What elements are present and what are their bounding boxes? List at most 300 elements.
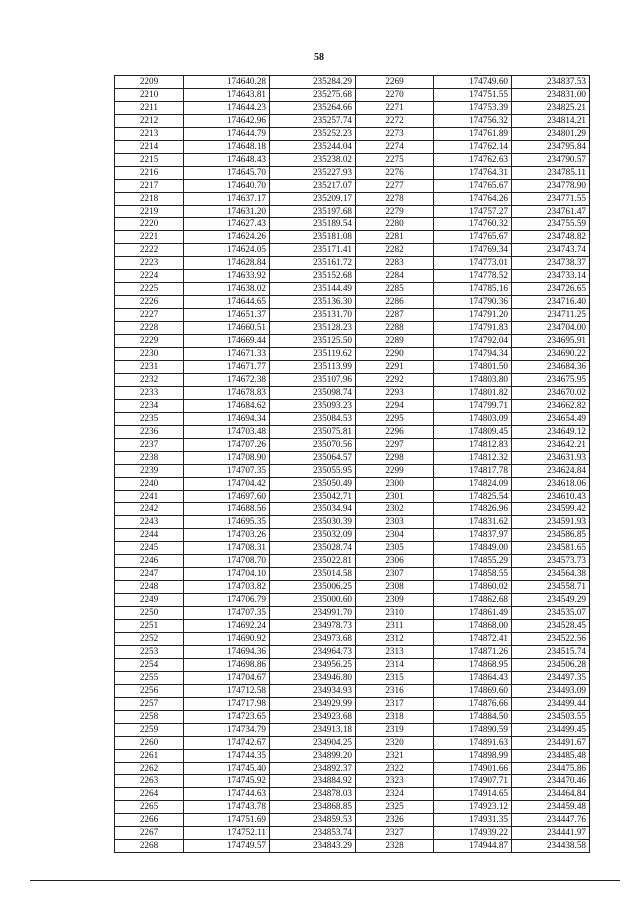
point-number-right-cell: 2306 — [356, 555, 434, 568]
point-number-left-cell: 2246 — [115, 555, 184, 568]
point-number-left-cell: 2243 — [115, 516, 184, 529]
point-number-right-cell: 2282 — [356, 244, 434, 257]
x-coordinate-right-cell: 174756.32 — [434, 114, 512, 127]
table-row — [115, 490, 590, 503]
point-number-right-cell: 2315 — [356, 671, 434, 684]
table-row — [115, 503, 590, 516]
y-coordinate-left-cell: 235227.93 — [270, 166, 356, 179]
y-coordinate-left-cell: 234878.03 — [270, 788, 356, 801]
y-coordinate-right-cell: 234573.73 — [512, 555, 590, 568]
x-coordinate-left-cell: 174627.43 — [184, 218, 270, 231]
y-coordinate-left-cell: 235093.23 — [270, 399, 356, 412]
x-coordinate-left-cell: 174697.60 — [184, 490, 270, 503]
point-number-right-cell: 2280 — [356, 218, 434, 231]
x-coordinate-right-cell: 174791.20 — [434, 309, 512, 322]
y-coordinate-left-cell: 235064.57 — [270, 451, 356, 464]
y-coordinate-left-cell: 234946.80 — [270, 671, 356, 684]
y-coordinate-left-cell: 234868.85 — [270, 801, 356, 814]
footer-rule — [30, 880, 620, 881]
x-coordinate-right-cell: 174794.34 — [434, 348, 512, 361]
x-coordinate-left-cell: 174672.38 — [184, 373, 270, 386]
table-row — [115, 179, 590, 192]
table-row — [115, 801, 590, 814]
point-number-left-cell: 2247 — [115, 568, 184, 581]
x-coordinate-right-cell: 174764.26 — [434, 192, 512, 205]
point-number-right-cell: 2310 — [356, 607, 434, 620]
table-row — [115, 205, 590, 218]
x-coordinate-right-cell: 174837.97 — [434, 529, 512, 542]
table-row — [115, 840, 590, 853]
point-number-left-cell: 2214 — [115, 140, 184, 153]
y-coordinate-right-cell: 234738.37 — [512, 257, 590, 270]
x-coordinate-left-cell: 174742.67 — [184, 736, 270, 749]
y-coordinate-right-cell: 234586.85 — [512, 529, 590, 542]
point-number-left-cell: 2233 — [115, 386, 184, 399]
y-coordinate-left-cell: 235171.41 — [270, 244, 356, 257]
x-coordinate-right-cell: 174801.50 — [434, 360, 512, 373]
table-row — [115, 464, 590, 477]
point-number-right-cell: 2328 — [356, 840, 434, 853]
table-row — [115, 322, 590, 335]
point-number-left-cell: 2267 — [115, 827, 184, 840]
point-number-left-cell: 2211 — [115, 101, 184, 114]
x-coordinate-right-cell: 174931.35 — [434, 814, 512, 827]
y-coordinate-right-cell: 234503.55 — [512, 710, 590, 723]
x-coordinate-left-cell: 174744.63 — [184, 788, 270, 801]
point-number-right-cell: 2271 — [356, 101, 434, 114]
y-coordinate-right-cell: 234558.71 — [512, 581, 590, 594]
point-number-left-cell: 2241 — [115, 490, 184, 503]
y-coordinate-left-cell: 235238.02 — [270, 153, 356, 166]
page-number: 58 — [314, 52, 324, 63]
point-number-right-cell: 2281 — [356, 231, 434, 244]
table-row — [115, 710, 590, 723]
point-number-left-cell: 2232 — [115, 373, 184, 386]
table-row — [115, 632, 590, 645]
y-coordinate-left-cell: 235000.60 — [270, 594, 356, 607]
y-coordinate-right-cell: 234599.42 — [512, 503, 590, 516]
y-coordinate-left-cell: 235034.94 — [270, 503, 356, 516]
x-coordinate-right-cell: 174762.14 — [434, 140, 512, 153]
x-coordinate-right-cell: 174864.43 — [434, 671, 512, 684]
point-number-left-cell: 2262 — [115, 762, 184, 775]
y-coordinate-left-cell: 235028.74 — [270, 542, 356, 555]
x-coordinate-left-cell: 174708.90 — [184, 451, 270, 464]
point-number-right-cell: 2295 — [356, 412, 434, 425]
y-coordinate-right-cell: 234695.91 — [512, 335, 590, 348]
point-number-right-cell: 2325 — [356, 801, 434, 814]
point-number-right-cell: 2285 — [356, 283, 434, 296]
point-number-left-cell: 2260 — [115, 736, 184, 749]
point-number-right-cell: 2319 — [356, 723, 434, 736]
x-coordinate-right-cell: 174817.78 — [434, 464, 512, 477]
x-coordinate-left-cell: 174743.78 — [184, 801, 270, 814]
y-coordinate-left-cell: 235055.95 — [270, 464, 356, 477]
x-coordinate-right-cell: 174757.27 — [434, 205, 512, 218]
table-row — [115, 140, 590, 153]
point-number-right-cell: 2301 — [356, 490, 434, 503]
x-coordinate-right-cell: 174785.16 — [434, 283, 512, 296]
point-number-right-cell: 2321 — [356, 749, 434, 762]
x-coordinate-left-cell: 174690.92 — [184, 632, 270, 645]
y-coordinate-left-cell: 234899.20 — [270, 749, 356, 762]
point-number-left-cell: 2235 — [115, 412, 184, 425]
x-coordinate-left-cell: 174637.17 — [184, 192, 270, 205]
point-number-left-cell: 2218 — [115, 192, 184, 205]
table-row — [115, 477, 590, 490]
point-number-left-cell: 2234 — [115, 399, 184, 412]
point-number-left-cell: 2265 — [115, 801, 184, 814]
x-coordinate-right-cell: 174803.09 — [434, 412, 512, 425]
x-coordinate-right-cell: 174765.67 — [434, 179, 512, 192]
point-number-right-cell: 2276 — [356, 166, 434, 179]
x-coordinate-right-cell: 174876.66 — [434, 697, 512, 710]
y-coordinate-left-cell: 235075.81 — [270, 425, 356, 438]
table-row — [115, 114, 590, 127]
point-number-left-cell: 2230 — [115, 348, 184, 361]
x-coordinate-right-cell: 174923.12 — [434, 801, 512, 814]
y-coordinate-left-cell: 234934.93 — [270, 684, 356, 697]
point-number-right-cell: 2273 — [356, 127, 434, 140]
point-number-left-cell: 2245 — [115, 542, 184, 555]
point-number-left-cell: 2258 — [115, 710, 184, 723]
y-coordinate-right-cell: 234785.11 — [512, 166, 590, 179]
x-coordinate-right-cell: 174825.54 — [434, 490, 512, 503]
point-number-right-cell: 2313 — [356, 645, 434, 658]
y-coordinate-right-cell: 234499.44 — [512, 697, 590, 710]
x-coordinate-left-cell: 174643.81 — [184, 88, 270, 101]
y-coordinate-right-cell: 234564.38 — [512, 568, 590, 581]
table-row — [115, 127, 590, 140]
x-coordinate-right-cell: 174812.32 — [434, 451, 512, 464]
y-coordinate-right-cell: 234464.84 — [512, 788, 590, 801]
point-number-right-cell: 2302 — [356, 503, 434, 516]
table-row — [115, 257, 590, 270]
point-number-right-cell: 2298 — [356, 451, 434, 464]
x-coordinate-left-cell: 174648.43 — [184, 153, 270, 166]
y-coordinate-left-cell: 235125.50 — [270, 335, 356, 348]
x-coordinate-left-cell: 174717.98 — [184, 697, 270, 710]
x-coordinate-left-cell: 174633.92 — [184, 270, 270, 283]
table-row — [115, 814, 590, 827]
x-coordinate-right-cell: 174769.34 — [434, 244, 512, 257]
point-number-left-cell: 2222 — [115, 244, 184, 257]
x-coordinate-right-cell: 174799.71 — [434, 399, 512, 412]
point-number-right-cell: 2278 — [356, 192, 434, 205]
x-coordinate-right-cell: 174869.60 — [434, 684, 512, 697]
table-row — [115, 594, 590, 607]
point-number-left-cell: 2248 — [115, 581, 184, 594]
point-number-right-cell: 2312 — [356, 632, 434, 645]
x-coordinate-right-cell: 174891.63 — [434, 736, 512, 749]
y-coordinate-right-cell: 234631.93 — [512, 451, 590, 464]
x-coordinate-left-cell: 174745.40 — [184, 762, 270, 775]
y-coordinate-right-cell: 234771.55 — [512, 192, 590, 205]
coordinates-table-body — [115, 76, 590, 853]
y-coordinate-left-cell: 234973.68 — [270, 632, 356, 645]
point-number-left-cell: 2237 — [115, 438, 184, 451]
table-row — [115, 412, 590, 425]
y-coordinate-left-cell: 235244.04 — [270, 140, 356, 153]
x-coordinate-left-cell: 174694.34 — [184, 412, 270, 425]
point-number-left-cell: 2238 — [115, 451, 184, 464]
y-coordinate-right-cell: 234654.49 — [512, 412, 590, 425]
x-coordinate-right-cell: 174765.67 — [434, 231, 512, 244]
point-number-left-cell: 2251 — [115, 620, 184, 633]
table-row — [115, 399, 590, 412]
table-row — [115, 671, 590, 684]
x-coordinate-right-cell: 174812.83 — [434, 438, 512, 451]
point-number-right-cell: 2314 — [356, 658, 434, 671]
x-coordinate-right-cell: 174914.65 — [434, 788, 512, 801]
x-coordinate-left-cell: 174706.79 — [184, 594, 270, 607]
y-coordinate-right-cell: 234485.48 — [512, 749, 590, 762]
point-number-left-cell: 2212 — [115, 114, 184, 127]
table-row — [115, 607, 590, 620]
point-number-left-cell: 2239 — [115, 464, 184, 477]
table-row — [115, 244, 590, 257]
x-coordinate-left-cell: 174624.26 — [184, 231, 270, 244]
table-row — [115, 620, 590, 633]
x-coordinate-right-cell: 174855.29 — [434, 555, 512, 568]
table-row — [115, 658, 590, 671]
y-coordinate-left-cell: 234978.73 — [270, 620, 356, 633]
y-coordinate-right-cell: 234581.65 — [512, 542, 590, 555]
y-coordinate-left-cell: 234929.99 — [270, 697, 356, 710]
y-coordinate-left-cell: 234904.25 — [270, 736, 356, 749]
x-coordinate-left-cell: 174734.79 — [184, 723, 270, 736]
table-row — [115, 296, 590, 309]
x-coordinate-right-cell: 174939.22 — [434, 827, 512, 840]
x-coordinate-left-cell: 174651.37 — [184, 309, 270, 322]
point-number-left-cell: 2216 — [115, 166, 184, 179]
point-number-left-cell: 2259 — [115, 723, 184, 736]
x-coordinate-left-cell: 174671.33 — [184, 348, 270, 361]
y-coordinate-right-cell: 234795.84 — [512, 140, 590, 153]
x-coordinate-left-cell: 174703.82 — [184, 581, 270, 594]
y-coordinate-right-cell: 234535.07 — [512, 607, 590, 620]
x-coordinate-left-cell: 174669.44 — [184, 335, 270, 348]
x-coordinate-left-cell: 174708.70 — [184, 555, 270, 568]
table-row — [115, 555, 590, 568]
y-coordinate-right-cell: 234690.22 — [512, 348, 590, 361]
table-row — [115, 775, 590, 788]
y-coordinate-right-cell: 234778.90 — [512, 179, 590, 192]
y-coordinate-right-cell: 234515.74 — [512, 645, 590, 658]
y-coordinate-left-cell: 234853.74 — [270, 827, 356, 840]
y-coordinate-right-cell: 234624.84 — [512, 464, 590, 477]
point-number-left-cell: 2250 — [115, 607, 184, 620]
point-number-right-cell: 2300 — [356, 477, 434, 490]
table-row — [115, 645, 590, 658]
table-row — [115, 101, 590, 114]
x-coordinate-left-cell: 174704.42 — [184, 477, 270, 490]
table-row — [115, 827, 590, 840]
x-coordinate-right-cell: 174803.80 — [434, 373, 512, 386]
point-number-left-cell: 2266 — [115, 814, 184, 827]
y-coordinate-right-cell: 234441.97 — [512, 827, 590, 840]
table-row — [115, 386, 590, 399]
point-number-right-cell: 2299 — [356, 464, 434, 477]
y-coordinate-right-cell: 234831.00 — [512, 88, 590, 101]
point-number-left-cell: 2257 — [115, 697, 184, 710]
x-coordinate-left-cell: 174749.57 — [184, 840, 270, 853]
y-coordinate-left-cell: 235257.74 — [270, 114, 356, 127]
y-coordinate-right-cell: 234497.35 — [512, 671, 590, 684]
x-coordinate-left-cell: 174631.20 — [184, 205, 270, 218]
table-row — [115, 697, 590, 710]
y-coordinate-right-cell: 234493.09 — [512, 684, 590, 697]
point-number-left-cell: 2231 — [115, 360, 184, 373]
point-number-left-cell: 2261 — [115, 749, 184, 762]
table-row — [115, 218, 590, 231]
y-coordinate-right-cell: 234618.06 — [512, 477, 590, 490]
table-row — [115, 788, 590, 801]
y-coordinate-right-cell: 234801.29 — [512, 127, 590, 140]
x-coordinate-left-cell: 174723.65 — [184, 710, 270, 723]
point-number-right-cell: 2269 — [356, 76, 434, 89]
x-coordinate-left-cell: 174638.02 — [184, 283, 270, 296]
x-coordinate-left-cell: 174694.36 — [184, 645, 270, 658]
y-coordinate-left-cell: 234991.70 — [270, 607, 356, 620]
point-number-left-cell: 2254 — [115, 658, 184, 671]
y-coordinate-left-cell: 235197.68 — [270, 205, 356, 218]
x-coordinate-left-cell: 174688.56 — [184, 503, 270, 516]
table-row — [115, 153, 590, 166]
point-number-right-cell: 2322 — [356, 762, 434, 775]
table-row — [115, 231, 590, 244]
x-coordinate-right-cell: 174861.49 — [434, 607, 512, 620]
point-number-right-cell: 2317 — [356, 697, 434, 710]
x-coordinate-right-cell: 174901.66 — [434, 762, 512, 775]
table-row — [115, 438, 590, 451]
point-number-right-cell: 2289 — [356, 335, 434, 348]
y-coordinate-right-cell: 234675.95 — [512, 373, 590, 386]
y-coordinate-left-cell: 235217.07 — [270, 179, 356, 192]
y-coordinate-right-cell: 234814.21 — [512, 114, 590, 127]
point-number-right-cell: 2326 — [356, 814, 434, 827]
point-number-left-cell: 2227 — [115, 309, 184, 322]
x-coordinate-left-cell: 174752.11 — [184, 827, 270, 840]
x-coordinate-right-cell: 174907.71 — [434, 775, 512, 788]
point-number-left-cell: 2253 — [115, 645, 184, 658]
point-number-left-cell: 2224 — [115, 270, 184, 283]
y-coordinate-left-cell: 235022.81 — [270, 555, 356, 568]
point-number-left-cell: 2223 — [115, 257, 184, 270]
table-row — [115, 425, 590, 438]
x-coordinate-left-cell: 174644.65 — [184, 296, 270, 309]
y-coordinate-left-cell: 234843.29 — [270, 840, 356, 853]
x-coordinate-right-cell: 174809.45 — [434, 425, 512, 438]
point-number-left-cell: 2210 — [115, 88, 184, 101]
point-number-right-cell: 2305 — [356, 542, 434, 555]
table-row — [115, 529, 590, 542]
point-number-right-cell: 2316 — [356, 684, 434, 697]
point-number-left-cell: 2268 — [115, 840, 184, 853]
x-coordinate-right-cell: 174790.36 — [434, 296, 512, 309]
point-number-left-cell: 2217 — [115, 179, 184, 192]
y-coordinate-right-cell: 234755.59 — [512, 218, 590, 231]
point-number-right-cell: 2292 — [356, 373, 434, 386]
point-number-left-cell: 2264 — [115, 788, 184, 801]
point-number-right-cell: 2290 — [356, 348, 434, 361]
point-number-right-cell: 2307 — [356, 568, 434, 581]
point-number-right-cell: 2296 — [356, 425, 434, 438]
y-coordinate-right-cell: 234610.43 — [512, 490, 590, 503]
y-coordinate-right-cell: 234549.29 — [512, 594, 590, 607]
y-coordinate-left-cell: 234923.68 — [270, 710, 356, 723]
table-row — [115, 749, 590, 762]
point-number-right-cell: 2283 — [356, 257, 434, 270]
table-row — [115, 684, 590, 697]
coordinates-table — [114, 75, 590, 853]
y-coordinate-left-cell: 235152.68 — [270, 270, 356, 283]
point-number-right-cell: 2275 — [356, 153, 434, 166]
table-row — [115, 373, 590, 386]
table-row — [115, 192, 590, 205]
point-number-left-cell: 2215 — [115, 153, 184, 166]
point-number-right-cell: 2287 — [356, 309, 434, 322]
point-number-left-cell: 2240 — [115, 477, 184, 490]
table-row — [115, 88, 590, 101]
point-number-left-cell: 2219 — [115, 205, 184, 218]
y-coordinate-left-cell: 235131.70 — [270, 309, 356, 322]
table-row — [115, 360, 590, 373]
y-coordinate-left-cell: 235030.39 — [270, 516, 356, 529]
y-coordinate-left-cell: 235050.49 — [270, 477, 356, 490]
y-coordinate-left-cell: 234956.25 — [270, 658, 356, 671]
y-coordinate-right-cell: 234837.53 — [512, 76, 590, 89]
point-number-left-cell: 2229 — [115, 335, 184, 348]
x-coordinate-left-cell: 174708.31 — [184, 542, 270, 555]
point-number-left-cell: 2221 — [115, 231, 184, 244]
table-row — [115, 542, 590, 555]
x-coordinate-right-cell: 174898.99 — [434, 749, 512, 762]
point-number-right-cell: 2279 — [356, 205, 434, 218]
x-coordinate-left-cell: 174695.35 — [184, 516, 270, 529]
x-coordinate-left-cell: 174640.70 — [184, 179, 270, 192]
y-coordinate-left-cell: 235181.08 — [270, 231, 356, 244]
y-coordinate-left-cell: 234892.37 — [270, 762, 356, 775]
point-number-left-cell: 2242 — [115, 503, 184, 516]
y-coordinate-right-cell: 234716.40 — [512, 296, 590, 309]
point-number-left-cell: 2220 — [115, 218, 184, 231]
x-coordinate-right-cell: 174749.60 — [434, 76, 512, 89]
y-coordinate-right-cell: 234642.21 — [512, 438, 590, 451]
y-coordinate-right-cell: 234670.02 — [512, 386, 590, 399]
y-coordinate-left-cell: 234884.92 — [270, 775, 356, 788]
x-coordinate-left-cell: 174707.35 — [184, 464, 270, 477]
y-coordinate-right-cell: 234733.14 — [512, 270, 590, 283]
x-coordinate-right-cell: 174862.68 — [434, 594, 512, 607]
y-coordinate-left-cell: 235070.56 — [270, 438, 356, 451]
y-coordinate-left-cell: 235084.53 — [270, 412, 356, 425]
point-number-right-cell: 2293 — [356, 386, 434, 399]
point-number-right-cell: 2291 — [356, 360, 434, 373]
y-coordinate-right-cell: 234499.45 — [512, 723, 590, 736]
y-coordinate-left-cell: 235144.49 — [270, 283, 356, 296]
x-coordinate-right-cell: 174872.41 — [434, 632, 512, 645]
y-coordinate-right-cell: 234684.36 — [512, 360, 590, 373]
y-coordinate-left-cell: 235275.68 — [270, 88, 356, 101]
y-coordinate-left-cell: 235107.96 — [270, 373, 356, 386]
y-coordinate-left-cell: 235128.23 — [270, 322, 356, 335]
x-coordinate-right-cell: 174884.50 — [434, 710, 512, 723]
y-coordinate-left-cell: 234913.18 — [270, 723, 356, 736]
x-coordinate-left-cell: 174712.58 — [184, 684, 270, 697]
point-number-right-cell: 2286 — [356, 296, 434, 309]
table-row — [115, 335, 590, 348]
